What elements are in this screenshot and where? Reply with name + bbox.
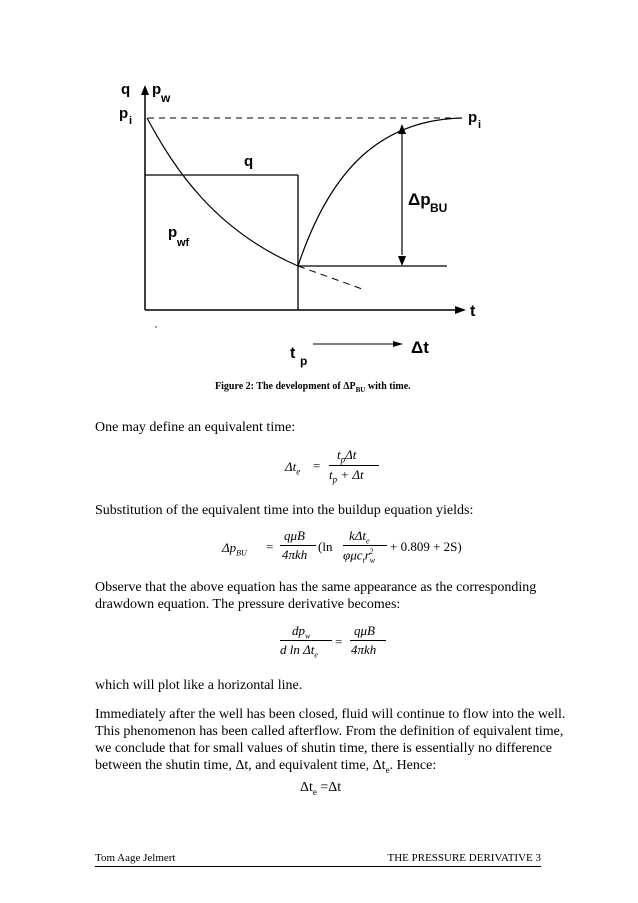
dpbu-arrow-bottom bbox=[398, 256, 406, 266]
dt-label: Δt bbox=[411, 338, 429, 357]
caption-suffix: with time. bbox=[365, 381, 411, 392]
p5-line-1: Immediately after the well has been closed, fluid will continue to flow into the well. bbox=[95, 707, 566, 722]
footer bbox=[95, 852, 541, 867]
eq1-den: t bbox=[329, 467, 333, 482]
drawdown-curve bbox=[147, 118, 298, 266]
paragraph-afterflow bbox=[95, 706, 565, 779]
eq3-rhs-bar bbox=[350, 640, 386, 641]
eq4-lhs-sub: e bbox=[312, 786, 317, 797]
p5-line-4-sub: e bbox=[385, 764, 390, 775]
dpbu-label: Δp bbox=[408, 190, 431, 209]
eq2-inner-den: φμc bbox=[343, 547, 363, 563]
pw-axis-sub: w bbox=[161, 91, 171, 105]
tp-label: t bbox=[290, 345, 296, 362]
eq2-frac-num: qμB bbox=[284, 528, 305, 543]
footer-title: THE PRESSURE DERIVATIVE bbox=[387, 852, 533, 864]
eq1-den-tail: + Δt bbox=[337, 467, 364, 482]
paragraph-substitution: Substitution of the equivalent time into the buildup equation yields: bbox=[95, 503, 474, 518]
eq3-den-sub: e bbox=[314, 650, 318, 660]
eq3-equals: = bbox=[335, 634, 343, 649]
dpbu-sub: BU bbox=[430, 201, 448, 215]
eq3-lhs-bar bbox=[280, 640, 332, 641]
eq2-ln-open: (ln bbox=[318, 539, 333, 554]
eq3-den: d ln Δt bbox=[280, 642, 315, 657]
t-axis-label: t bbox=[470, 303, 476, 320]
eq2-inner-num: kΔt bbox=[349, 528, 367, 543]
paragraph-equivalent-time: One may define an equivalent time: bbox=[95, 420, 296, 435]
pi-left-sub: i bbox=[129, 115, 133, 127]
pwf-label: p bbox=[168, 224, 178, 241]
eq1-num-tail: Δt bbox=[345, 447, 357, 462]
eq4-lhs: Δt bbox=[300, 780, 313, 795]
footer-page: 3 bbox=[535, 852, 541, 864]
p5-line-2: This phenomenon has been called afterflow. From the definition of equivalent time, bbox=[95, 724, 564, 739]
eq2-lhs-sub: BU bbox=[236, 548, 247, 558]
figure-caption bbox=[215, 381, 411, 394]
eq2-lhs: Δp bbox=[222, 540, 237, 555]
eq2-frac-bar bbox=[280, 545, 316, 546]
buildup-curve bbox=[298, 118, 462, 266]
p3-line-2: drawdown equation. The pressure derivative becomes: bbox=[95, 597, 401, 612]
eq3-rhs-den: 4πkh bbox=[351, 642, 377, 657]
caption-sub: BU bbox=[355, 386, 366, 394]
equation-buildup-pressure bbox=[222, 528, 462, 572]
p5-line-3: we conclude that for small values of shutin time, there is essentially no difference bbox=[95, 741, 552, 756]
footer-author: Tom Aage Jelmert bbox=[95, 852, 176, 864]
paragraph-horizontal-line: which will plot like a horizontal line. bbox=[95, 678, 303, 693]
pi-right-label: p bbox=[468, 109, 478, 126]
pw-axis-label: p bbox=[152, 81, 162, 98]
eq1-lhs-sub: e bbox=[296, 466, 301, 477]
eq2-inner-den-sub2: w bbox=[369, 555, 376, 565]
eq3-rhs-num: qμB bbox=[354, 623, 375, 638]
p5-line-4-a: between the shutin time, Δt, and equivalent time, Δt bbox=[95, 758, 386, 773]
paragraph-observe bbox=[95, 579, 536, 613]
extrapolated-drawdown-dashed bbox=[298, 266, 365, 290]
eq1-lhs: Δt bbox=[285, 459, 297, 474]
vertical-axis-arrow bbox=[141, 85, 149, 95]
tp-sub: p bbox=[300, 354, 308, 368]
eq2-inner-den-sup: 2 bbox=[369, 547, 374, 556]
eq1-num: t bbox=[337, 447, 341, 462]
eq1-equals: = bbox=[313, 458, 321, 473]
p3-line-1: Observe that the above equation has the same appearance as the corresponding bbox=[95, 580, 537, 595]
q-rate-label: q bbox=[244, 153, 254, 170]
p5-line-4-b: . Hence: bbox=[389, 758, 437, 773]
p5-line-4 bbox=[95, 757, 565, 779]
eq2-tail: + 0.809 + 2S) bbox=[390, 539, 462, 554]
eq4-rhs: =Δt bbox=[316, 780, 342, 795]
equation-equal-times bbox=[300, 779, 341, 801]
buildup-figure bbox=[0, 0, 638, 380]
horizontal-axis-arrow bbox=[455, 306, 466, 314]
eq3-num: dp bbox=[292, 623, 305, 638]
eq2-inner-den-tail: r bbox=[364, 547, 370, 563]
stray-dot bbox=[155, 326, 156, 327]
eq1-fraction-bar bbox=[329, 465, 379, 466]
equation-equivalent-time bbox=[285, 447, 395, 487]
pwf-sub: wf bbox=[177, 237, 190, 249]
q-axis-label: q bbox=[121, 81, 131, 98]
eq2-equals: = bbox=[266, 539, 274, 554]
pi-right-sub: i bbox=[478, 119, 482, 131]
pi-left-label: p bbox=[119, 105, 129, 122]
equation-pressure-derivative bbox=[280, 623, 380, 667]
eq2-frac-den: 4πkh bbox=[282, 547, 308, 562]
caption-prefix: Figure 2: The development of ΔP bbox=[215, 381, 356, 392]
dt-arrow-head bbox=[393, 341, 403, 347]
eq2-inner-den-sub: t bbox=[362, 555, 365, 565]
eq2-inner-num-sub: e bbox=[366, 536, 370, 546]
eq2-inner-bar bbox=[343, 545, 387, 546]
eq1-num-sub: p bbox=[340, 454, 346, 465]
eq1-den-sub: p bbox=[332, 474, 338, 485]
eq3-num-sub: w bbox=[305, 631, 311, 641]
